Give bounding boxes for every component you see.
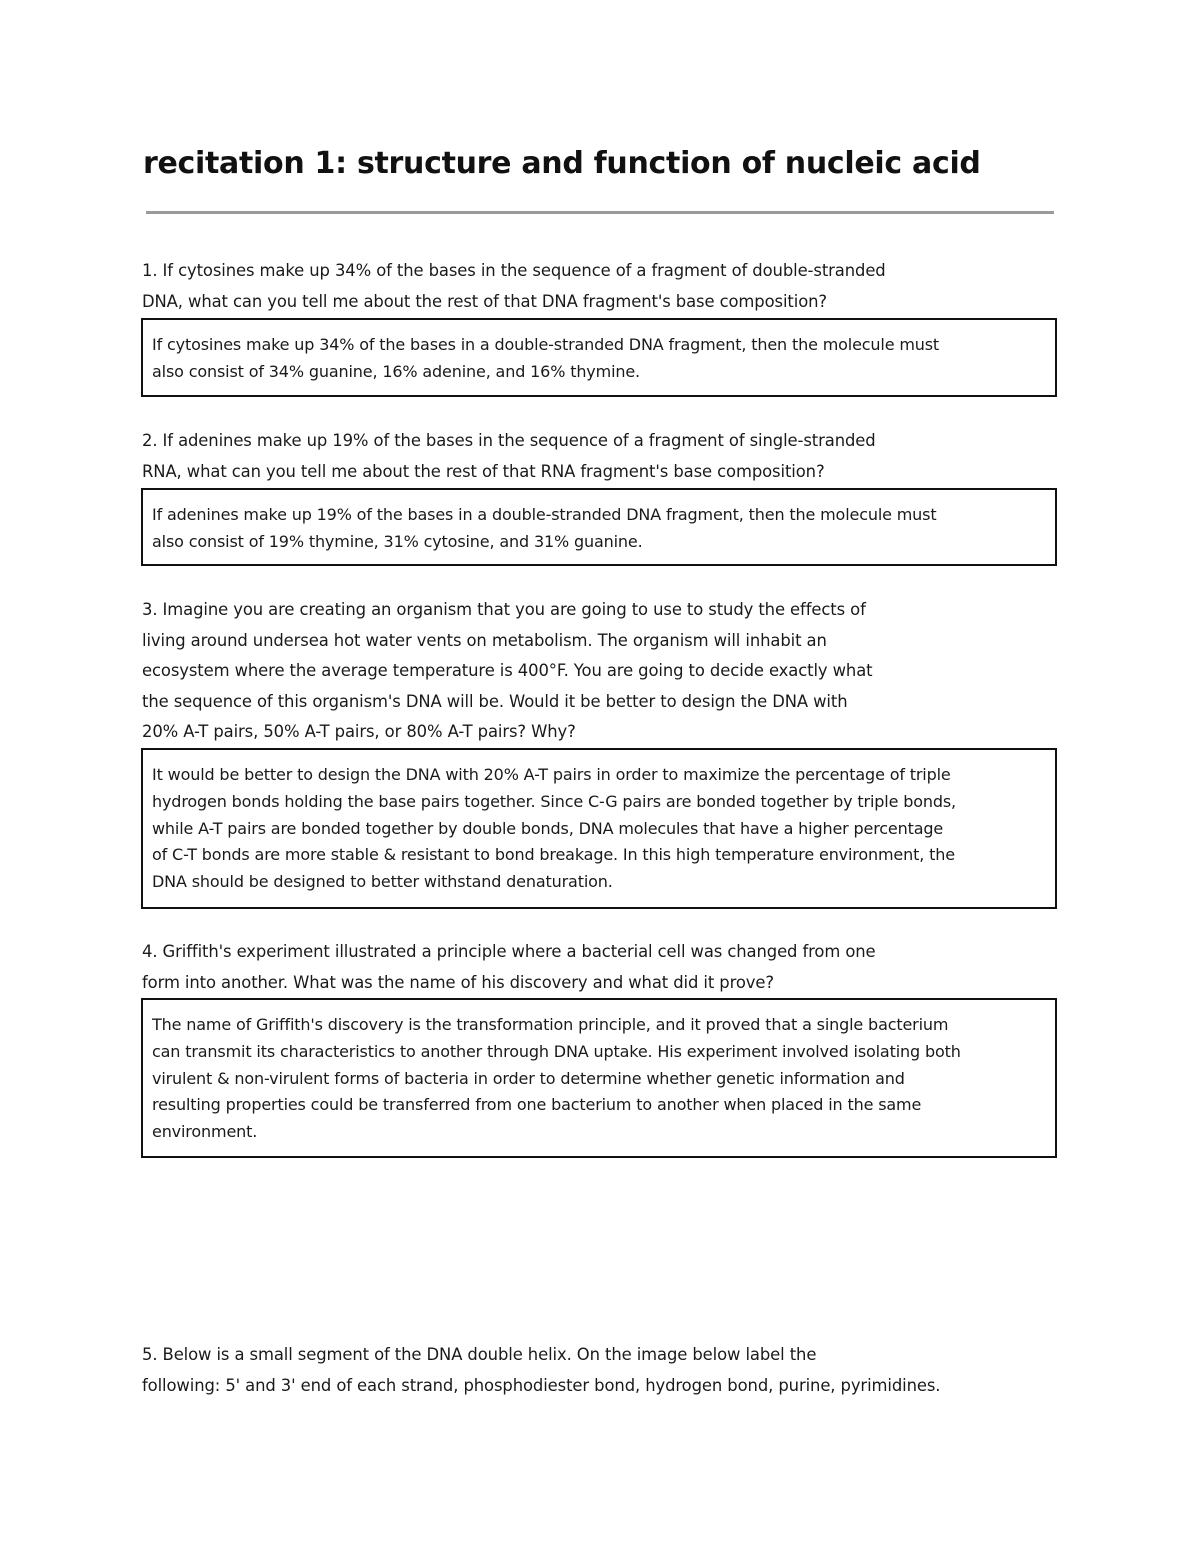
answer-4-line-1: The name of Griffith's discovery is the transformation principle, and it proved that a single bacterium	[152, 1015, 949, 1034]
question-5-line-1: 5. Below is a small segment of the DNA double helix. On the image below label the	[142, 1345, 817, 1364]
question-3-line-2: living around undersea hot water vents on metabolism. The organism will inhabit an	[142, 630, 827, 650]
question-3-line-5: 20% A-T pairs, 50% A-T pairs, or 80% A-T pairs? Why?	[142, 722, 576, 741]
answer-3-line-4: of C-T bonds are more stable & resistant to bond breakage. In this high temperature environment, the	[152, 845, 955, 865]
page-title: recitation 1: structure and function of nucleic acid	[143, 146, 981, 181]
question-2	[142, 426, 1022, 487]
answer-3-line-2: hydrogen bonds holding the base pairs together. Since C-G pairs are bonded together by triple bonds,	[152, 791, 956, 811]
question-3-line-4: the sequence of this organism's DNA will be. Would it be better to design the DNA with	[142, 691, 848, 711]
answer-1-box[interactable]	[141, 318, 1057, 397]
answer-1-text	[152, 332, 1046, 386]
question-4	[142, 937, 1022, 998]
question-1	[142, 256, 1022, 317]
question-3	[142, 595, 1022, 748]
answer-2-box[interactable]	[141, 488, 1057, 566]
answer-1-line-2: also consist of 34% guanine, 16% adenine, and 16% thymine.	[152, 361, 640, 381]
question-2-line-2: RNA, what can you tell me about the rest of that RNA fragment's base composition?	[142, 461, 825, 481]
answer-2-line-1: If adenines make up 19% of the bases in a double-stranded DNA fragment, then the molecule must	[152, 505, 937, 524]
answer-4-line-3: virulent & non-virulent forms of bacteria in order to determine whether genetic information and	[152, 1068, 905, 1088]
answer-3-line-3: while A-T pairs are bonded together by double bonds, DNA molecules that have a higher percentage	[152, 818, 944, 838]
question-4-line-1: 4. Griffith's experiment illustrated a principle where a bacterial cell was changed from one	[142, 942, 876, 961]
question-5-line-2: following: 5' and 3' end of each strand, phosphodiester bond, hydrogen bond, purine, pyrimidines.	[142, 1375, 941, 1395]
question-1-line-1: 1. If cytosines make up 34% of the bases in the sequence of a fragment of double-stranded	[142, 261, 886, 280]
question-4-line-2: form into another. What was the name of his discovery and what did it prove?	[142, 972, 774, 992]
question-3-line-1: 3. Imagine you are creating an organism that you are going to use to study the effects of	[142, 600, 866, 619]
answer-3-line-1: It would be better to design the DNA with 20% A-T pairs in order to maximize the percentage of triple	[152, 765, 951, 784]
answer-1-line-1: If cytosines make up 34% of the bases in a double-stranded DNA fragment, then the molecule must	[152, 335, 940, 354]
answer-4-text	[152, 1012, 1046, 1146]
answer-3-text	[152, 762, 1046, 896]
answer-4-line-2: can transmit its characteristics to another through DNA uptake. His experiment involved isolating both	[152, 1041, 961, 1061]
answer-3-line-5: DNA should be designed to better withstand denaturation.	[152, 872, 613, 892]
question-2-line-1: 2. If adenines make up 19% of the bases in the sequence of a fragment of single-stranded	[142, 431, 876, 450]
title-divider	[146, 211, 1054, 214]
answer-4-line-5: environment.	[152, 1122, 258, 1142]
answer-4-box[interactable]	[141, 998, 1057, 1158]
question-5	[142, 1340, 1042, 1401]
question-3-line-3: ecosystem where the average temperature is 400°F. You are going to decide exactly what	[142, 661, 873, 680]
answer-2-line-2: also consist of 19% thymine, 31% cytosine, and 31% guanine.	[152, 531, 643, 551]
answer-3-box[interactable]	[141, 748, 1057, 909]
answer-4-line-4: resulting properties could be transferred from one bacterium to another when placed in the same	[152, 1095, 922, 1115]
answer-2-text	[152, 502, 1046, 556]
question-1-line-2: DNA, what can you tell me about the rest of that DNA fragment's base composition?	[142, 291, 828, 311]
